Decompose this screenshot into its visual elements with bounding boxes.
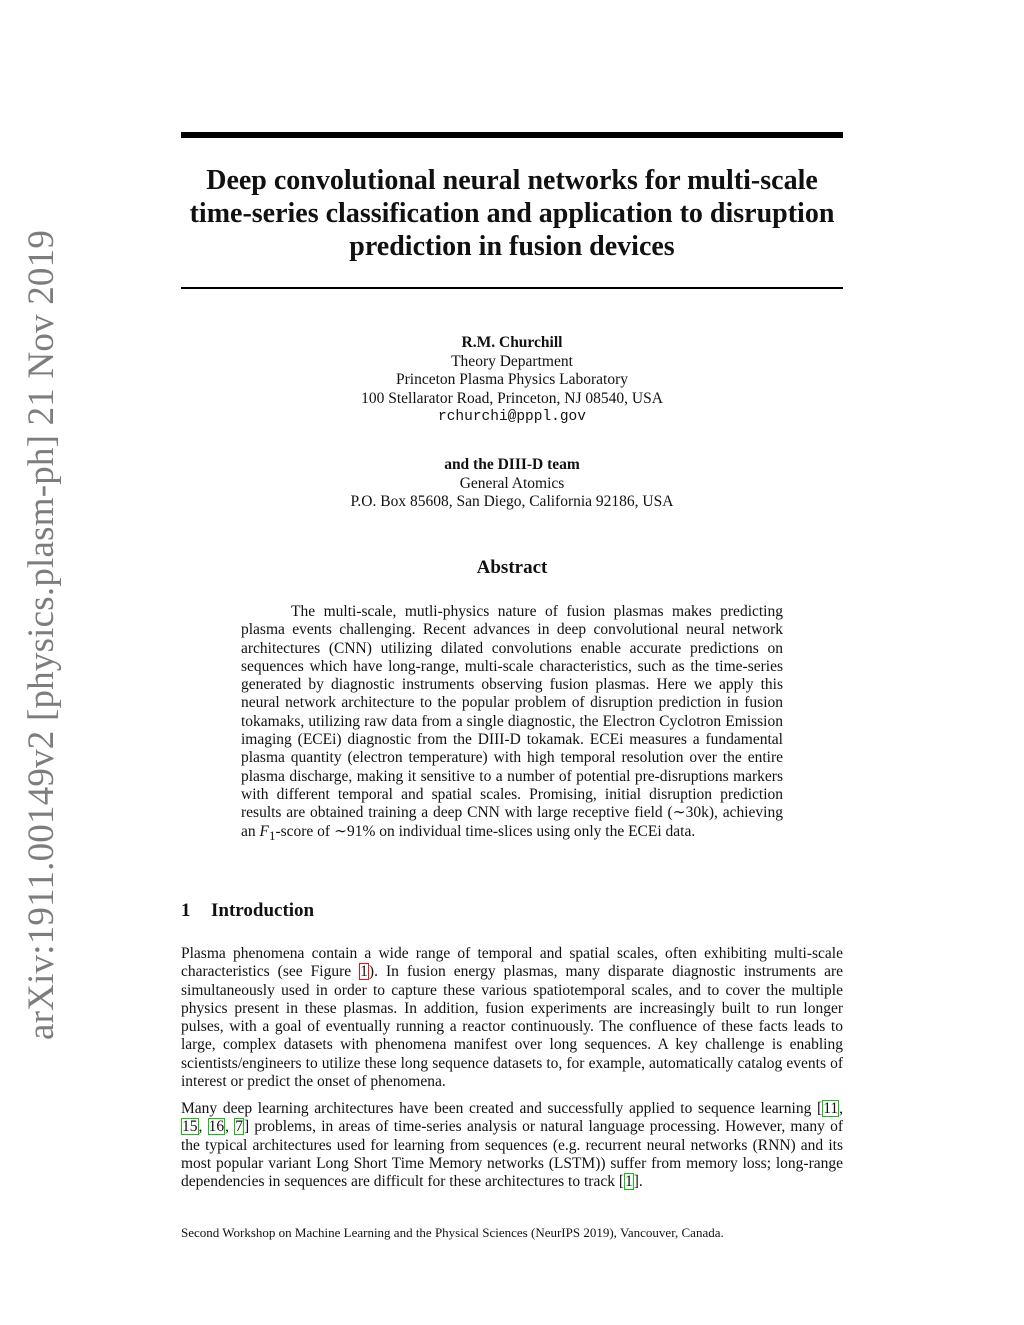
p2-text-a: Many deep learning architectures have been created and successfully applied to sequence learning [ — [181, 1100, 823, 1117]
team-address: P.O. Box 85608, San Diego, California 92186, USA — [350, 493, 674, 510]
title-line-3: prediction in fusion devices — [349, 231, 675, 262]
team-institution: General Atomics — [459, 474, 565, 492]
figure-ref-link[interactable]: 1 — [360, 963, 368, 981]
p2-text-b: ] problems, in areas of time-series analysis or natural language processing. However, many of the typical architectures used for learning from sequences (e.g. recurrent neural networks (RNN) and its most popular variant Long Short Time Memory networks (LSTM)) suffer from memory loss; long-range dependencies in sequences are difficult for these architectures to track [ — [181, 1118, 844, 1191]
abstract-body — [241, 603, 783, 845]
title-line-2: time-series classification and application to disruption — [189, 198, 835, 229]
abstract-heading: Abstract — [476, 557, 548, 578]
section-number: 1 — [181, 900, 191, 921]
author-block-2 — [181, 456, 843, 512]
f1-subscript: 1 — [268, 827, 276, 843]
citation-link[interactable]: 11 — [823, 1100, 839, 1117]
author-institution: Princeton Plasma Physics Laboratory — [395, 371, 629, 388]
title-rule-top — [181, 132, 843, 138]
p2-text-end: ]. — [633, 1173, 643, 1191]
abstract-text-b: -score of ∼91% on individual time-slices using only the ECEi data. — [275, 822, 696, 840]
intro-paragraph-1 — [181, 945, 843, 1091]
p1-text-b: ). In fusion energy plasmas, many disparate diagnostic instruments are simultaneously used in order to capture these various spatiotemporal scales, and to cover the multiple physics present in these plasmas. In addition, fusion experiments are increasingly built to run longer pulses, with a goal of eventually running a reactor continuously. The confluence of these facts leads to large, complex datasets with phenomena manifest over long sequences. A key challenge is enabling scientists/engineers to utilize these long sequence datasets to, for example, automatically catalog events of interest or predict the onset of phenomena. — [181, 963, 843, 1091]
section-heading-introduction — [181, 900, 314, 922]
section-title: Introduction — [211, 900, 315, 921]
paper-title — [181, 164, 843, 263]
title-line-1: Deep convolutional neural networks for multi-scale — [206, 165, 818, 196]
citation-link[interactable]: 16 — [208, 1118, 225, 1136]
p1-text-a: Plasma phenomena contain a wide range of temporal and spatial scales, often exhibiting multi-scale characteristics (see Figure — [181, 945, 843, 981]
author-name: R.M. Churchill — [461, 334, 563, 351]
team-name: and the DIII-D team — [444, 456, 580, 473]
citation-link[interactable]: 1 — [624, 1173, 633, 1191]
arxiv-stamp: arXiv:1911.00149v2 [physics.plasm-ph] 21 Nov 2019 — [21, 229, 62, 1040]
author-department: Theory Department — [451, 352, 573, 370]
title-rule-bottom — [181, 287, 843, 289]
author-address: 100 Stellarator Road, Princeton, NJ 08540, USA — [361, 389, 663, 407]
intro-paragraph-2: Many deep learning architectures have been created and successfully applied to sequence learning [11, 15, 16, 7] problems, in areas of time-series analysis or natural language processing. However, many of the typical architectures used for learning from sequences (e.g. recurrent neural networks (RNN) and its most popular variant Long Short Time Memory networks (LSTM)) suffer from memory loss; long-range dependencies in sequences are difficult for these architectures to track [1]. — [181, 1100, 844, 1191]
citation-link[interactable]: 7 — [235, 1118, 243, 1136]
author-email[interactable]: rchurchi@pppl.gov — [438, 409, 586, 425]
f1-symbol: F — [259, 822, 269, 840]
author-block-1 — [181, 334, 843, 427]
citation-link[interactable]: 15 — [182, 1118, 198, 1136]
footer-note: Second Workshop on Machine Learning and the Physical Sciences (NeurIPS 2019), Vancouver, Canada. — [181, 1225, 724, 1240]
abstract-text-a: The multi-scale, mutli-physics nature of fusion plasmas makes predicting plasma events challenging. Recent advances in deep convolutional neural network architectures (CNN) utilizing dilated convolutions enable accurate predictions on sequences which have long-range, multi-scale characteristics, such as the time-series generated by diagnostic instruments observing fusion plasmas. Here we apply this neural network architecture to the popular problem of disruption prediction in fusion tokamaks, utilizing raw data from a single diagnostic, the Electron Cyclotron Emission imaging (ECEi) diagnostic from the DIII-D tokamak. ECEi measures a fundamental plasma quantity (electron temperature) with high temporal resolution over the entire plasma discharge, making it sensitive to a number of potential pre-disruptions markers with different temporal and spatial scales. Promising, initial disruption prediction results are obtained training a deep CNN with large receptive field (∼30k), achieving an — [241, 603, 783, 840]
